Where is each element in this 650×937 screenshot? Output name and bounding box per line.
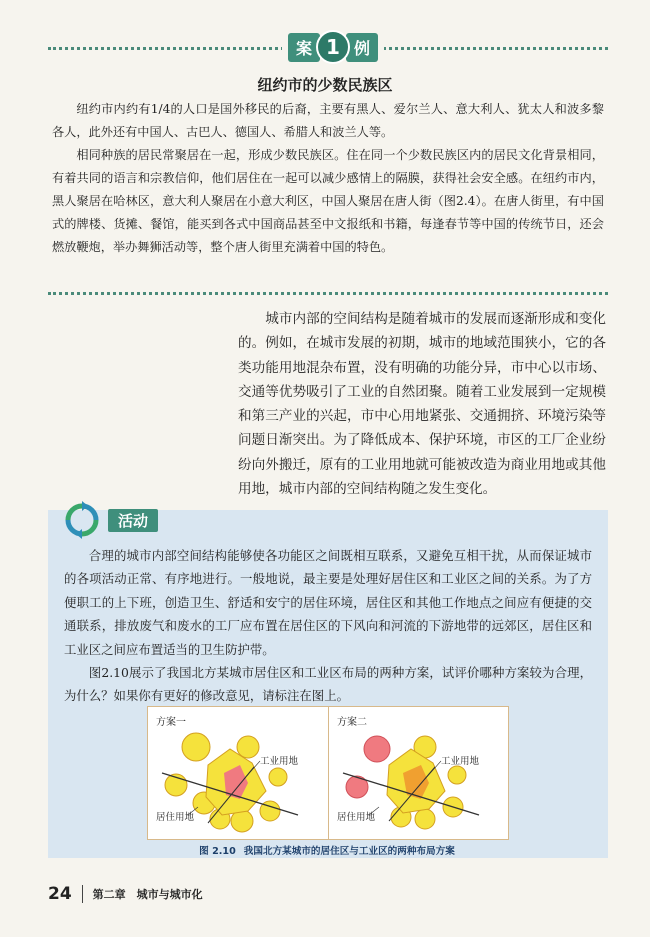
residential-circle: [237, 736, 259, 758]
scheme-1-panel: [148, 707, 328, 839]
page-number: 24: [48, 884, 72, 904]
figure-number: 图 2.10: [199, 846, 236, 857]
scheme-1-title: 方案一: [156, 717, 186, 728]
page-footer: [48, 884, 203, 904]
residential-circle: [182, 733, 210, 761]
scheme-2-title: 方案二: [337, 717, 367, 728]
case-paragraph: 相同种族的居民常聚居在一起，形成少数民族区。住在同一个少数民族区内的居民文化背景相同，有着共同的语言和宗教信仰，他们居住在一起可以减少感情上的隔膜，获得社会安全感。在纽约市内，黑人聚居在哈林区，意大利人聚居在小意大利区，中国人聚居在唐人街（图2.4）。在唐人街里，有中国式的牌楼、货摊、餐馆，能买到各式中国商品甚至中文报纸和书籍，每逢春节等中国的传统节日，还会燃放鞭炮，举办舞狮活动等，整个唐人街里充满着中国的特色。: [52, 148, 604, 254]
scheme-2-panel: [328, 707, 509, 839]
residential-circle: [269, 768, 287, 786]
figure-2-10: [147, 706, 509, 840]
case-badge-right: 例: [346, 33, 378, 62]
industrial-label: 工业用地: [260, 756, 299, 767]
activity-body: [64, 544, 592, 708]
figure-caption-text: 我国北方某城市的居住区与工业区的两种布局方案: [243, 846, 455, 857]
footer-divider: [82, 885, 83, 903]
residential-label: 居住用地: [337, 812, 376, 823]
residential-circle: [415, 809, 435, 829]
activity-label: 活动: [108, 509, 158, 532]
residential-label: 居住用地: [156, 812, 195, 823]
case-bottom-divider: [48, 292, 608, 295]
case-badge-left: 案: [288, 33, 320, 62]
case-badge: [282, 32, 384, 62]
case-body: [52, 98, 604, 259]
figure-caption: [147, 843, 507, 857]
residential-circle: [448, 766, 466, 784]
case-badge-number: 1: [316, 30, 350, 64]
case-title: 纽约市的少数民族区: [257, 76, 393, 94]
main-paragraph: 城市内部的空间结构是随着城市的发展而逐渐形成和变化的。例如，在城市发展的初期，城市的地域范围狭小，它的各类功能用地混杂布置，没有明确的功能分异，市中心以市场、交通等优势吸引了工业的自然团聚。随着工业发展到一定规模和第三产业的兴起，市中心用地紧张、交通拥挤、环境污染等问题日渐突出。为了降低成本、保护环境，市区的工厂企业纷纷向外搬迁，原有的工业用地就可能被改造为商业用地或其他用地，城市内部的空间结构随之发生变化。: [238, 311, 606, 498]
activity-paragraph: 合理的城市内部空间结构能够使各功能区之间既相互联系，又避免互相干扰，从而保证城市的各项活动正常、有序地进行。一般地说，最主要是处理好居住区和工业区之间的关系。为了方便职工的上下班，创造卫生、舒适和安宁的居住环境，居住区和其他工作地点之间应有便捷的交通联系，排放废气和废水的工厂应布置在居住区的下风向和河流的下游地带的远郊区，居住区和工业区之间应布置适当的卫生防护带。: [64, 548, 592, 657]
main-body: [238, 307, 606, 501]
industrial-circle: [364, 736, 390, 762]
activity-paragraph: 图2.10展示了我国北方某城市居住区和工业区布局的两种方案，试评价哪种方案较为合理，为什么？如果你有更好的修改意见，请标注在图上。: [64, 665, 592, 704]
industrial-label: 工业用地: [441, 756, 480, 767]
activity-header: [62, 500, 158, 540]
cycle-arrows-icon: [62, 500, 102, 540]
chapter-title: 第二章 城市与城市化: [92, 888, 203, 901]
case-paragraph: 纽约市内约有1/4的人口是国外移民的后裔，主要有黑人、爱尔兰人、意大利人、犹太人和波多黎各人，此外还有中国人、古巴人、德国人、希腊人和波兰人等。: [52, 102, 604, 139]
